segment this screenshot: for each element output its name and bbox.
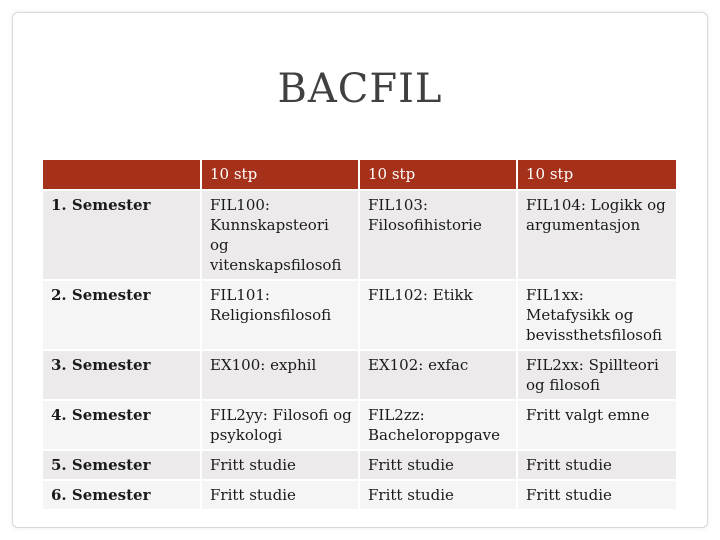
course-cell: Fritt valgt emne [517, 400, 677, 450]
course-cell: Fritt studie [201, 480, 359, 510]
table-row [43, 280, 677, 350]
course-cell: EX100: exphil [201, 350, 359, 400]
semester-label: 3. Semester [43, 350, 201, 400]
semester-label: 4. Semester [43, 400, 201, 450]
semester-label: 6. Semester [43, 480, 201, 510]
course-cell: FIL2yy: Filosofi og psykologi [201, 400, 359, 450]
header-cell: 10 stp [517, 160, 677, 190]
table-row [43, 480, 677, 510]
course-cell: FIL101: Religionsfilosofi [201, 280, 359, 350]
course-cell: Fritt studie [201, 450, 359, 480]
header-cell-corner [43, 160, 201, 190]
header-cell: 10 stp [201, 160, 359, 190]
semester-label: 1. Semester [43, 190, 201, 280]
table-header-row [43, 160, 677, 190]
course-cell: FIL2zz: Bacheloroppgave [359, 400, 517, 450]
semester-label: 5. Semester [43, 450, 201, 480]
course-cell: Fritt studie [359, 480, 517, 510]
table-row [43, 450, 677, 480]
course-cell: FIL102: Etikk [359, 280, 517, 350]
course-cell: FIL100: Kunnskapsteori og vitenskapsfilosofi [201, 190, 359, 280]
table-row [43, 190, 677, 280]
course-cell: Fritt studie [359, 450, 517, 480]
course-cell: Fritt studie [517, 450, 677, 480]
course-cell: FIL2xx: Spillteori og filosofi [517, 350, 677, 400]
course-cell: FIL104: Logikk og argumentasjon [517, 190, 677, 280]
course-cell: Fritt studie [517, 480, 677, 510]
table-row [43, 350, 677, 400]
course-cell: FIL103: Filosofihistorie [359, 190, 517, 280]
semester-table [43, 160, 678, 511]
slide-title: BACFIL [277, 66, 443, 112]
course-cell: EX102: exfac [359, 350, 517, 400]
header-cell: 10 stp [359, 160, 517, 190]
table-row [43, 400, 677, 450]
course-cell: FIL1xx: Metafysikk og bevissthetsfilosofi [517, 280, 677, 350]
semester-label: 2. Semester [43, 280, 201, 350]
